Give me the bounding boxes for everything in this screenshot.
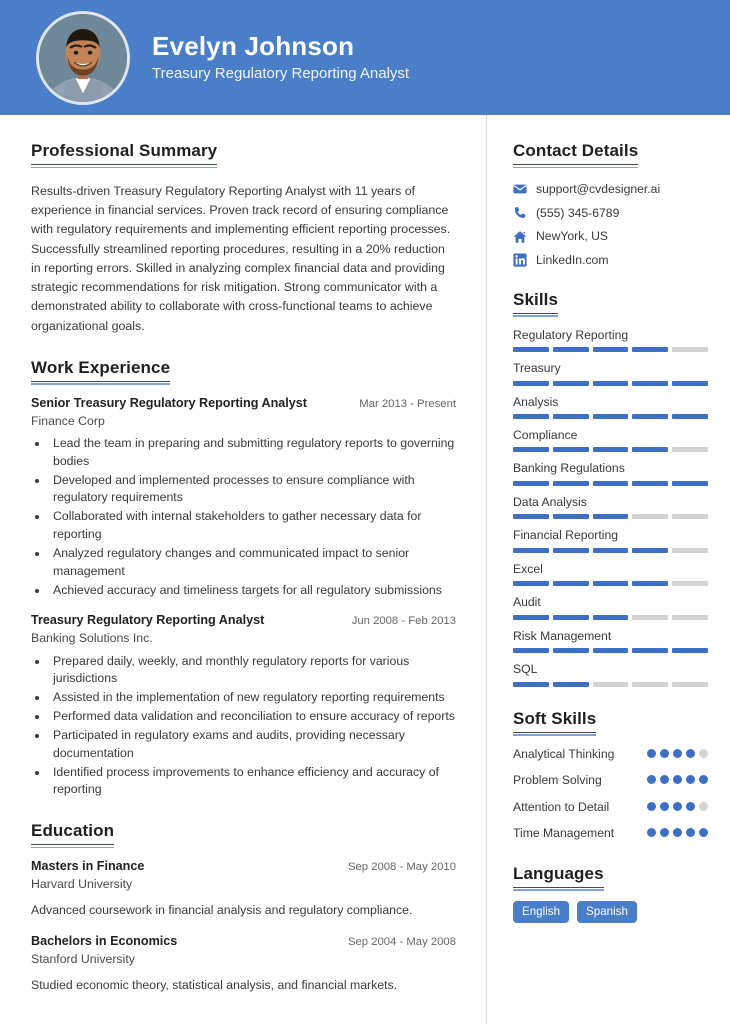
skill-bar-segment (593, 682, 629, 687)
skill-bar-segment (632, 682, 668, 687)
skill-bar-segment (553, 514, 589, 519)
skill-bar-segment (513, 414, 549, 419)
rating-dot (647, 828, 656, 837)
skill-item (513, 628, 708, 653)
contact-item[interactable] (513, 253, 708, 268)
skill-bar-segment (553, 615, 589, 620)
skills-heading-wrap (513, 290, 708, 314)
skill-bar-segment (513, 481, 549, 486)
rating-dot (673, 828, 682, 837)
work-experience-bullet-item: • Developed and implemented processes to ensure compliance with regulatory requirements (49, 472, 456, 508)
soft-skill-rating (647, 825, 708, 837)
soft-skill-item (513, 825, 708, 841)
skill-level-bar (513, 648, 708, 653)
skill-item (513, 494, 708, 519)
skill-name: Risk Management (513, 628, 612, 643)
work-experience-entry-org: Banking Solutions Inc. (31, 631, 153, 646)
contact-item-value: NewYork, US (536, 229, 609, 244)
rating-dot (673, 802, 682, 811)
skill-bar-segment (632, 648, 668, 653)
skill-bar-segment (632, 581, 668, 586)
skill-item (513, 527, 708, 552)
work-experience-entry-title: Senior Treasury Regulatory Reporting Analyst (31, 395, 307, 410)
skill-name: Banking Regulations (513, 461, 625, 476)
skill-level-bar (513, 381, 708, 386)
professional-summary-heading-wrap (31, 141, 456, 165)
skill-bar-segment (672, 615, 708, 620)
soft-skills-heading: Soft Skills (513, 709, 596, 733)
education-entry-description: Studied economic theory, statistical analysis, and financial markets. (31, 978, 398, 993)
rating-dot (647, 775, 656, 784)
education-entry-org: Harvard University (31, 877, 133, 892)
work-experience-entry (31, 612, 456, 799)
work-experience-bullet-item: • Assisted in the implementation of new regulatory reporting requirements (49, 689, 456, 707)
skill-bar-segment (632, 615, 668, 620)
contact-details-heading-wrap (513, 141, 708, 165)
soft-skill-name: Analytical Thinking (513, 746, 615, 761)
skill-name: Excel (513, 561, 543, 576)
soft-skill-item (513, 799, 708, 815)
education-heading: Education (31, 821, 114, 845)
candidate-name: Evelyn Johnson (152, 31, 355, 62)
rating-dot (686, 775, 695, 784)
work-experience-entry-date: Mar 2013 - Present (359, 397, 456, 410)
work-experience-bullet-item: • Identified process improvements to enhance efficiency and accuracy of reporting (49, 764, 456, 800)
skill-bar-segment (553, 414, 589, 419)
rating-dot (673, 749, 682, 758)
work-experience-bullet-item: • Prepared daily, weekly, and monthly regulatory reports for various jurisdictions (49, 653, 456, 689)
skill-bar-segment (672, 381, 708, 386)
skill-bar-segment (632, 347, 668, 352)
sidebar-column (487, 115, 730, 1024)
rating-dot (699, 749, 708, 758)
skill-bar-segment (513, 548, 549, 553)
professional-summary-heading: Professional Summary (31, 141, 217, 165)
skill-bar-segment (553, 682, 589, 687)
skill-bar-segment (593, 615, 629, 620)
education-list (31, 858, 456, 994)
contact-item[interactable] (513, 229, 708, 244)
resume-body (0, 115, 730, 1024)
contact-item[interactable] (513, 206, 708, 221)
professional-summary-text: Results-driven Treasury Regulatory Reporting Analyst with 11 years of experience in financial services. Proven track record of ensuring compliance with regulatory requirements and implementing efficient reporting processes. Successfully streamlined reporting procedures, resulting in a 20% reduction in reporting errors. Skilled in analyzing complex financial data and providing strategic recommendations for risk mitigation. Strong communicator with a demonstrated ability to collaborate with cross-functional teams to achieve organizational goals. (31, 184, 451, 333)
skill-bar-segment (553, 581, 589, 586)
languages-heading: Languages (513, 864, 604, 888)
rating-dot (686, 749, 695, 758)
rating-dot (660, 828, 669, 837)
skill-bar-segment (593, 447, 629, 452)
soft-skill-item (513, 772, 708, 788)
work-experience-heading: Work Experience (31, 358, 170, 382)
skill-name: Regulatory Reporting (513, 327, 629, 342)
skill-bar-segment (513, 648, 549, 653)
work-experience-section (31, 358, 456, 799)
skill-bar-segment (553, 347, 589, 352)
skill-bar-segment (672, 481, 708, 486)
skill-bar-segment (593, 381, 629, 386)
soft-skill-rating (647, 799, 708, 811)
contact-item-value: (555) 345-6789 (536, 205, 620, 220)
skills-heading: Skills (513, 290, 558, 314)
skill-bar-segment (632, 414, 668, 419)
soft-skill-rating (647, 746, 708, 758)
languages-list (513, 901, 708, 923)
skill-level-bar (513, 414, 708, 419)
skill-bar-segment (672, 347, 708, 352)
phone-icon (513, 206, 527, 220)
work-experience-bullet-item: • Analyzed regulatory changes and communicated impact to senior management (49, 545, 456, 581)
soft-skills-list (513, 746, 708, 842)
education-entry-title: Bachelors in Economics (31, 933, 178, 948)
skill-bar-segment (632, 447, 668, 452)
skills-list (513, 327, 708, 687)
education-entry-date: Sep 2008 - May 2010 (347, 861, 456, 874)
professional-summary-section (31, 141, 456, 336)
languages-section (513, 864, 708, 923)
work-experience-bullet-item: • Lead the team in preparing and submitting regulatory reports to governing bodies (49, 435, 456, 471)
skill-name: Treasury (513, 361, 561, 376)
work-experience-entry-title: Treasury Regulatory Reporting Analyst (31, 613, 265, 628)
rating-dot (686, 828, 695, 837)
header-text-block (152, 32, 409, 83)
skill-level-bar (513, 615, 708, 620)
soft-skill-name: Attention to Detail (513, 799, 610, 814)
contact-item-value: support@cvdesigner.ai (536, 182, 661, 196)
work-experience-bullet-item: • Achieved accuracy and timeliness targets for all regulatory submissions (49, 582, 456, 600)
soft-skills-section (513, 709, 708, 842)
skill-bar-segment (632, 481, 668, 486)
soft-skill-name: Problem Solving (513, 773, 602, 788)
skill-level-bar (513, 548, 708, 553)
profile-photo-icon (39, 14, 127, 102)
skill-name: SQL (513, 662, 538, 677)
education-heading-wrap (31, 821, 456, 845)
rating-dot (673, 775, 682, 784)
rating-dot (660, 749, 669, 758)
skill-bar-segment (593, 648, 629, 653)
skill-bar-segment (513, 381, 549, 386)
rating-dot (686, 802, 695, 811)
work-experience-bullet-list (49, 653, 456, 800)
education-entry-title: Masters in Finance (31, 859, 145, 874)
education-entry-header (31, 858, 456, 875)
rating-dot (699, 775, 708, 784)
skill-bar-segment (672, 648, 708, 653)
avatar (36, 11, 130, 105)
contact-details-section (513, 141, 708, 268)
skill-bar-segment (513, 447, 549, 452)
skill-level-bar (513, 682, 708, 687)
soft-skills-heading-wrap (513, 709, 708, 733)
education-entry-date: Sep 2004 - May 2008 (347, 935, 456, 948)
skill-bar-segment (553, 447, 589, 452)
candidate-job-title: Treasury Regulatory Reporting Analyst (152, 64, 410, 82)
skill-bar-segment (593, 481, 629, 486)
skill-item (513, 661, 708, 686)
skill-bar-segment (593, 548, 629, 553)
skill-bar-segment (593, 581, 629, 586)
skill-bar-segment (553, 548, 589, 553)
work-experience-entry-header (31, 395, 456, 412)
work-experience-bullet-item: • Collaborated with internal stakeholders to gather necessary data for reporting (49, 508, 456, 544)
soft-skill-item (513, 746, 708, 762)
skill-item (513, 561, 708, 586)
skill-bar-segment (632, 548, 668, 553)
skill-item (513, 327, 708, 352)
work-experience-bullet-list (49, 435, 456, 599)
work-experience-entry-date: Jun 2008 - Feb 2013 (351, 615, 456, 628)
main-column (0, 115, 487, 1024)
skills-section (513, 290, 708, 687)
work-experience-bullet-item: • Performed data validation and reconciliation to ensure accuracy of reports (49, 708, 456, 726)
skill-bar-segment (513, 347, 549, 352)
skill-item (513, 594, 708, 619)
skill-bar-segment (632, 381, 668, 386)
skill-name: Data Analysis (513, 494, 587, 509)
work-experience-entry-header (31, 612, 456, 629)
language-chip: Spanish (577, 901, 637, 923)
rating-dot (660, 802, 669, 811)
education-entry (31, 858, 456, 920)
rating-dot (699, 802, 708, 811)
work-experience-entry-org: Finance Corp (31, 413, 105, 428)
skill-bar-segment (593, 414, 629, 419)
skill-level-bar (513, 481, 708, 486)
rating-dot (660, 775, 669, 784)
skill-bar-segment (672, 548, 708, 553)
skill-item (513, 360, 708, 385)
work-experience-entry (31, 395, 456, 600)
skill-bar-segment (513, 615, 549, 620)
skill-bar-segment (672, 447, 708, 452)
skill-bar-segment (593, 347, 629, 352)
linkedin-icon (513, 253, 527, 267)
education-section (31, 821, 456, 994)
envelope-icon (513, 182, 527, 196)
skill-level-bar (513, 447, 708, 452)
soft-skill-rating (647, 772, 708, 784)
languages-heading-wrap (513, 864, 708, 888)
contact-list (513, 182, 708, 268)
resume-header (0, 0, 730, 115)
skill-bar-segment (513, 682, 549, 687)
contact-item[interactable] (513, 182, 708, 197)
skill-bar-segment (672, 514, 708, 519)
work-experience-heading-wrap (31, 358, 456, 382)
rating-dot (699, 828, 708, 837)
work-experience-bullet-item: • Participated in regulatory exams and audits, providing necessary documentation (49, 727, 456, 763)
skill-name: Compliance (513, 427, 578, 442)
language-chip: English (513, 901, 569, 923)
soft-skill-name: Time Management (513, 826, 615, 841)
skill-level-bar (513, 514, 708, 519)
skill-level-bar (513, 347, 708, 352)
education-entry (31, 933, 456, 995)
rating-dot (647, 749, 656, 758)
rating-dot (647, 802, 656, 811)
home-icon (513, 230, 527, 244)
contact-details-heading: Contact Details (513, 141, 638, 165)
skill-name: Audit (513, 595, 541, 610)
skill-name: Analysis (513, 394, 559, 409)
skill-item (513, 460, 708, 485)
contact-item-value: LinkedIn.com (536, 252, 609, 267)
education-entry-header (31, 933, 456, 950)
education-entry-org: Stanford University (31, 951, 135, 966)
skill-bar-segment (672, 414, 708, 419)
skill-name: Financial Reporting (513, 528, 619, 543)
skill-level-bar (513, 581, 708, 586)
skill-bar-segment (553, 481, 589, 486)
skill-bar-segment (672, 682, 708, 687)
skill-item (513, 427, 708, 452)
work-experience-list (31, 395, 456, 799)
skill-bar-segment (513, 514, 549, 519)
skill-bar-segment (553, 381, 589, 386)
skill-bar-segment (553, 648, 589, 653)
education-entry-description: Advanced coursework in financial analysis and regulatory compliance. (31, 903, 413, 918)
skill-bar-segment (513, 581, 549, 586)
skill-bar-segment (632, 514, 668, 519)
skill-item (513, 394, 708, 419)
skill-bar-segment (593, 514, 629, 519)
skill-bar-segment (672, 581, 708, 586)
